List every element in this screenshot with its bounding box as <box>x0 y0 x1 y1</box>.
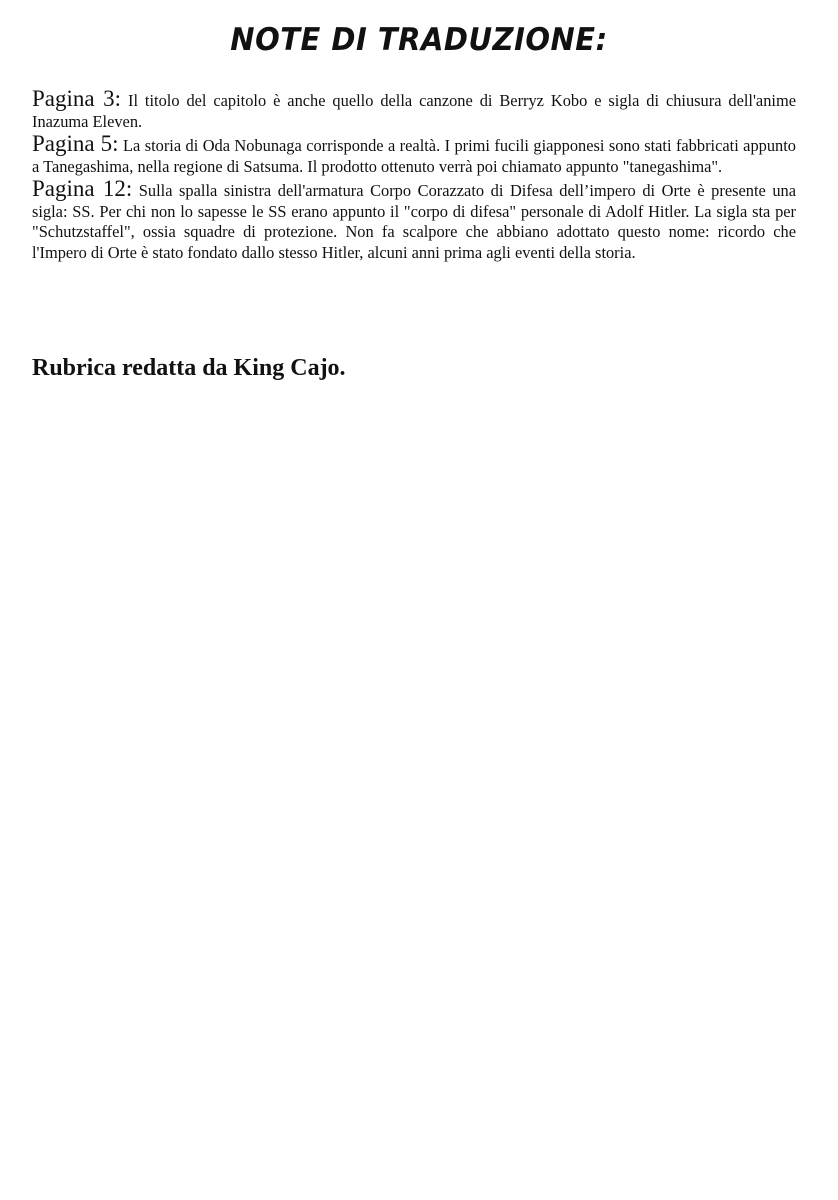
note-text: Il titolo del capitolo è anche quello della canzone di Berryz Kobo e sigla di chiusura dell'anime Inazuma Eleven. <box>32 91 796 131</box>
note-page-label: Pagina 5: <box>32 131 119 156</box>
note-text: La storia di Oda Nobunaga corrisponde a realtà. I primi fucili giapponesi sono stati fabbricati appunto a Tanegashima, nella regione di Satsuma. Il prodotto ottenuto verrà poi chiamato appunto "tanegashima". <box>32 136 796 176</box>
note-item <box>32 131 796 177</box>
note-page-label: Pagina 12: <box>32 176 133 201</box>
page-title: NOTE DI TRADUZIONE: <box>230 20 608 58</box>
note-page-label: Pagina 3: <box>32 86 122 111</box>
note-item <box>32 176 796 263</box>
note-text: Sulla spalla sinistra dell'armatura Corpo Corazzato di Difesa dell’impero di Orte è presente una sigla: SS. Per chi non lo sapesse le SS erano appunto il "corpo di difesa" personale di Adolf Hitler. La sigla sta per "Schutzstaffel", ossia squadre di protezione. Non fa scalpore che abbiano adottato questo nome: ricordo che l'Impero di Orte è stato fondato dallo stesso Hitler, alcuni anni prima agli eventi della storia. <box>32 181 796 262</box>
note-item <box>32 86 796 132</box>
credit-line: Rubrica redatta da King Cajo. <box>32 355 346 381</box>
notes-list <box>32 86 796 265</box>
